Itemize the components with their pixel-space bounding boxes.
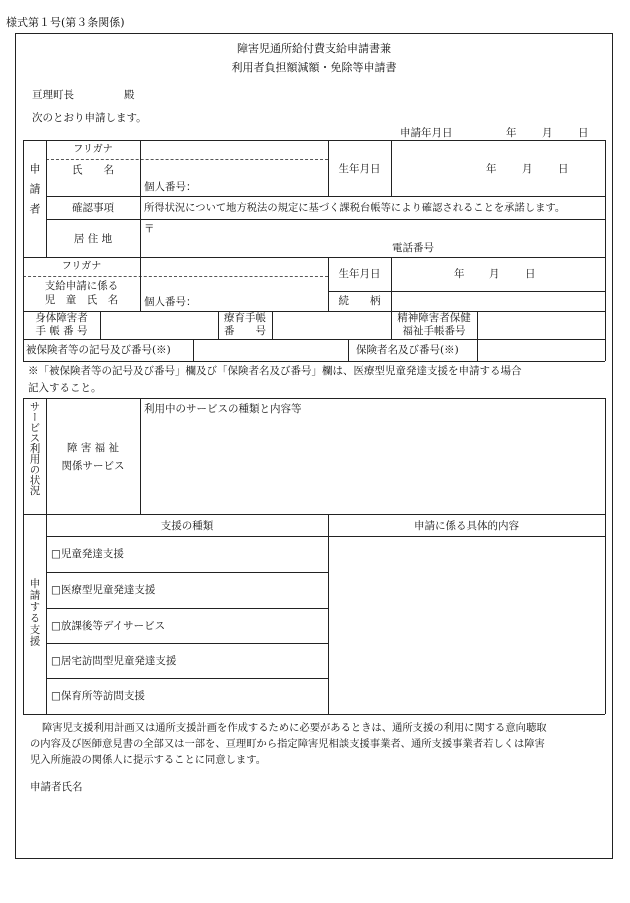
application-date-year: 年 — [506, 127, 517, 139]
support-option[interactable]: □医療型児童発達支援 — [51, 584, 156, 596]
applicant-birth-day: 日 — [558, 163, 569, 175]
applicant-birth-year: 年 — [486, 163, 497, 175]
form-title-line2: 利用者負担額減額・免除等申請書 — [231, 61, 397, 74]
ryoiku-handbook-label-line2: 番 号 — [224, 325, 266, 337]
note-line2: 記入すること。 — [28, 382, 102, 394]
applicant-name-label: 氏 名 — [72, 164, 114, 176]
applicant-birth-label: 生年月日 — [338, 163, 381, 175]
mental-handbook-label-line2: 福祉手帳番号 — [402, 325, 466, 337]
child-birth-month: 月 — [489, 268, 500, 280]
support-type-header: 支援の種類 — [160, 520, 214, 532]
applicant-furigana-label: フリガナ — [73, 144, 113, 155]
physical-handbook-label-line1: 身体障害者 — [35, 312, 88, 324]
physical-handbook-label-line2: 手 帳 番 号 — [35, 325, 88, 337]
support-detail-header: 申請に係る具体的内容 — [414, 520, 519, 532]
support-option[interactable]: □児童発達支援 — [51, 548, 124, 560]
insured-number-label: 被保険者等の記号及び番号(※) — [26, 344, 171, 356]
postal-mark: 〒 — [144, 223, 155, 235]
application-date-day: 日 — [578, 127, 589, 139]
confirmation-text: 所得状況について地方税法の規定に基づく課税台帳等により確認されることを承諾します。 — [144, 202, 566, 214]
addressee-suffix: 殿 — [124, 89, 135, 101]
support-option[interactable]: □放課後等デイサービス — [51, 620, 166, 632]
address-label: 居 住 地 — [73, 233, 113, 245]
support-option[interactable]: □居宅訪問型児童発達支援 — [51, 655, 177, 667]
applicant-section-label: 申請者 — [28, 163, 41, 223]
support-section-label: 申請する支援 — [28, 578, 41, 647]
relationship-label: 続 柄 — [338, 295, 381, 307]
consent-line3: 児入所施設の関係人に提示することに同意します。 — [30, 754, 267, 766]
application-date-month: 月 — [542, 127, 553, 139]
child-birth-day: 日 — [525, 268, 536, 280]
service-category-line1: 障 害 福 祉 — [66, 442, 119, 454]
addressee: 亘理町長 — [32, 89, 74, 101]
service-usage-section-label: サービス利用の状況 — [28, 401, 41, 496]
child-birth-label: 生年月日 — [338, 268, 381, 280]
confirmation-label: 確認事項 — [72, 202, 114, 214]
ryoiku-handbook-label-line1: 療育手帳 — [224, 312, 266, 324]
consent-line2: の内容及び医師意見書の全部又は一部を、亘理町から指定障害児相談支援事業者、通所支援事業者若しくは障害 — [30, 738, 545, 750]
applicant-personal-number-label: 個人番号： — [144, 181, 197, 193]
service-content-label: 利用中のサービスの種類と内容等 — [144, 403, 302, 415]
consent-line1: 障害児支援利用計画又は通所支援計画を作成するために必要があるときは、通所支援の利用に関する意向聴取 — [42, 722, 547, 734]
insurer-label: 保険者名及び番号(※) — [356, 344, 459, 356]
child-personal-number-label: 個人番号： — [144, 296, 197, 308]
mental-handbook-label-line1: 精神障害者保健 — [397, 312, 471, 324]
form-title-line1: 障害児通所給付費支給申請書兼 — [237, 42, 391, 55]
child-furigana-label: フリガナ — [61, 261, 102, 272]
child-name-label-line1: 支給申請に係る — [44, 280, 119, 292]
child-name-label-line2: 児 童 氏 名 — [44, 294, 119, 306]
applicant-name-signature-label: 申請者氏名 — [30, 781, 83, 793]
phone-label: 電話番号 — [392, 242, 434, 254]
form-number: 様式第１号(第３条関係) — [6, 16, 125, 29]
service-category-line2: 関係サービス — [61, 460, 125, 472]
applicant-birth-month: 月 — [522, 163, 533, 175]
support-option[interactable]: □保育所等訪問支援 — [51, 690, 145, 702]
note-line1: ※「被保険者等の記号及び番号」欄及び「保険者名及び番号」欄は、医療型児童発達支援を申請する場合 — [28, 365, 522, 377]
application-date-label: 申請年月日 — [400, 127, 453, 139]
intro-text: 次のとおり申請します。 — [32, 112, 147, 124]
child-birth-year: 年 — [454, 268, 465, 280]
